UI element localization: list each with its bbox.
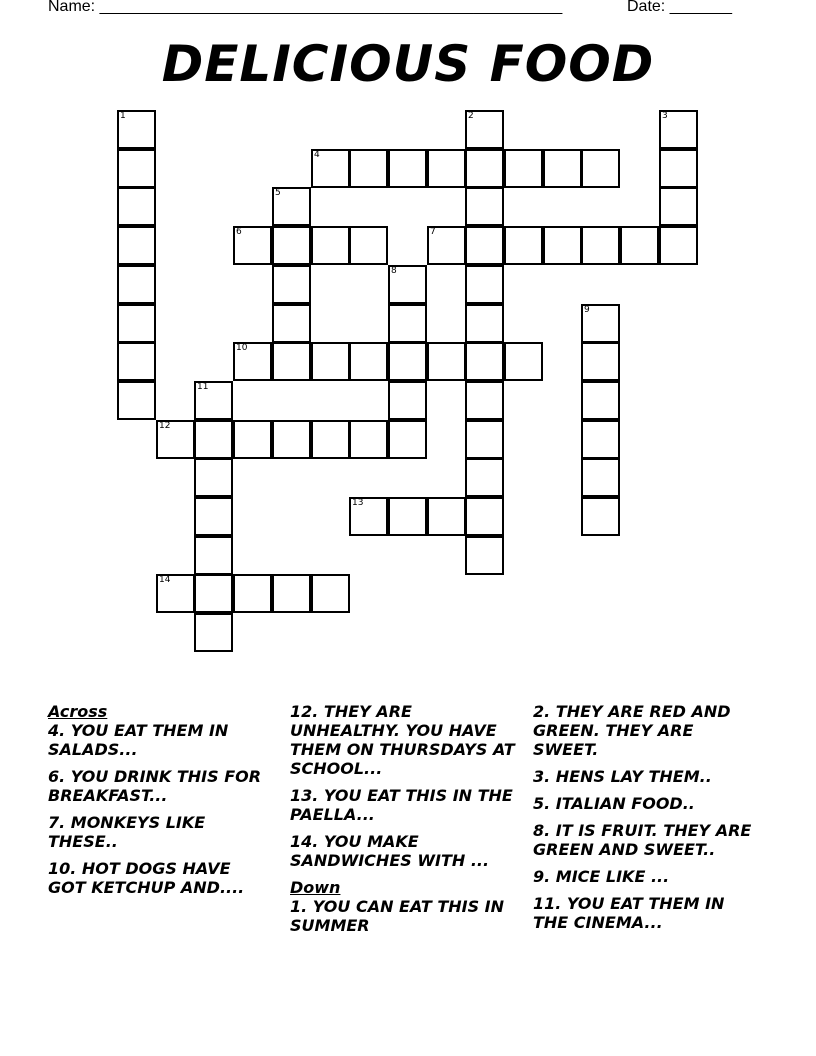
grid-cell[interactable] [349,497,388,536]
grid-cell[interactable] [388,149,427,188]
grid-cell[interactable] [272,265,311,304]
grid-cell[interactable] [233,342,272,381]
clue-across-10: 10. HOT DOGS HAVE GOT KETCHUP AND.... [48,859,245,897]
grid-cell[interactable] [465,458,504,497]
clue-down-11: 11. YOU EAT THEM IN THE CINEMA... [533,894,725,932]
grid-cell[interactable] [504,226,543,265]
grid-cell[interactable] [117,187,156,226]
grid-cell[interactable] [581,342,620,381]
grid-cell[interactable] [117,226,156,265]
grid-cell[interactable] [504,342,543,381]
grid-cell[interactable] [581,149,620,188]
grid-cell[interactable] [194,458,233,497]
grid-cell[interactable] [543,149,582,188]
grid-cell[interactable] [349,226,388,265]
clue-number: 5 [275,188,281,198]
grid-cell[interactable] [465,187,504,226]
grid-cell[interactable] [117,304,156,343]
grid-cell[interactable] [117,265,156,304]
grid-cell[interactable] [465,304,504,343]
grid-cell[interactable] [272,226,311,265]
grid-cell[interactable] [349,420,388,459]
clues-column-1 [48,702,273,905]
grid-cell[interactable] [427,342,466,381]
clue-across-12: 12. THEY ARE UNHEALTHY. YOU HAVE THEM ON THURSDAYS AT SCHOOL... [290,702,515,778]
clue-number: 11 [197,382,209,392]
clue-down-9: 9. MICE LIKE ... [533,867,670,886]
grid-cell[interactable] [311,149,350,188]
grid-cell[interactable] [272,304,311,343]
clue-across-13: 13. YOU EAT THIS IN THE PAELLA... [290,786,513,824]
grid-cell[interactable] [388,304,427,343]
grid-cell[interactable] [388,265,427,304]
grid-cell[interactable] [194,574,233,613]
grid-cell[interactable] [581,420,620,459]
clue-number: 3 [662,111,668,121]
grid-cell[interactable] [311,342,350,381]
grid-cell[interactable] [311,420,350,459]
clue-number: 4 [314,150,320,160]
grid-cell[interactable] [194,497,233,536]
clues-column-3 [533,702,763,940]
page-title: DELICIOUS FOOD [161,35,655,93]
grid-cell[interactable] [465,110,504,149]
grid-cell[interactable] [311,574,350,613]
grid-cell[interactable] [194,420,233,459]
grid-cell[interactable] [117,381,156,420]
grid-cell[interactable] [272,187,311,226]
date-label: Date: [627,0,666,15]
grid-cell[interactable] [156,574,195,613]
grid-cell[interactable] [659,187,698,226]
grid-cell[interactable] [581,381,620,420]
grid-cell[interactable] [504,149,543,188]
grid-cell[interactable] [581,304,620,343]
grid-cell[interactable] [427,226,466,265]
grid-cell[interactable] [117,342,156,381]
clue-across-7: 7. MONKEYS LIKE THESE.. [48,813,206,851]
clue-number: 10 [236,343,248,353]
clue-down-2: 2. THEY ARE RED AND GREEN. THEY ARE SWEET. [533,702,731,759]
clues-column-2 [290,702,520,943]
grid-cell[interactable] [388,420,427,459]
clue-across-14: 14. YOU MAKE SANDWICHES WITH ... [290,832,490,870]
grid-cell[interactable] [465,226,504,265]
grid-cell[interactable] [581,226,620,265]
clue-down-8: 8. IT IS FRUIT. THEY ARE GREEN AND SWEET.. [533,821,752,859]
name-label: Name: [48,0,96,15]
grid-cell[interactable] [581,497,620,536]
across-heading: Across [48,702,108,721]
clue-across-6: 6. YOU DRINK THIS FOR BREAKFAST... [48,767,262,805]
clue-number: 6 [236,227,242,237]
clue-number: 8 [391,266,397,276]
clue-number: 13 [352,498,364,508]
down-heading: Down [290,878,341,897]
grid-cell[interactable] [272,574,311,613]
grid-cell[interactable] [581,458,620,497]
grid-cell[interactable] [156,420,195,459]
grid-cell[interactable] [465,420,504,459]
clue-down-1: 1. YOU CAN EAT THIS IN SUMMER [290,897,505,935]
name-line[interactable]: ____________________________________________________ [99,0,563,15]
clue-number: 2 [468,111,474,121]
grid-cell[interactable] [272,342,311,381]
grid-cell[interactable] [388,342,427,381]
grid-cell[interactable] [194,536,233,575]
clue-number: 7 [430,227,436,237]
grid-cell[interactable] [427,497,466,536]
grid-cell[interactable] [465,381,504,420]
clue-number: 12 [159,421,171,431]
clue-down-5: 5. ITALIAN FOOD.. [533,794,695,813]
grid-cell[interactable] [272,420,311,459]
grid-cell[interactable] [388,497,427,536]
clue-number: 9 [584,305,590,315]
grid-cell[interactable] [233,420,272,459]
grid-cell[interactable] [620,226,659,265]
grid-cell[interactable] [117,149,156,188]
grid-cell[interactable] [465,265,504,304]
clue-number: 1 [120,111,126,121]
grid-cell[interactable] [349,149,388,188]
grid-cell[interactable] [349,342,388,381]
grid-cell[interactable] [465,536,504,575]
grid-cell[interactable] [465,497,504,536]
grid-cell[interactable] [233,226,272,265]
grid-cell[interactable] [194,381,233,420]
grid-cell[interactable] [194,613,233,652]
clue-number: 14 [159,575,171,585]
grid-cell[interactable] [388,381,427,420]
grid-cell[interactable] [465,149,504,188]
grid-cell[interactable] [659,226,698,265]
grid-cell[interactable] [659,149,698,188]
date-line[interactable]: _______ [669,0,732,15]
grid-cell[interactable] [543,226,582,265]
grid-cell[interactable] [427,149,466,188]
clue-across-4: 4. YOU EAT THEM IN SALADS... [48,721,229,759]
grid-cell[interactable] [233,574,272,613]
grid-cell[interactable] [659,110,698,149]
grid-cell[interactable] [311,226,350,265]
clue-down-3: 3. HENS LAY THEM.. [533,767,712,786]
grid-cell[interactable] [465,342,504,381]
grid-cell[interactable] [117,110,156,149]
